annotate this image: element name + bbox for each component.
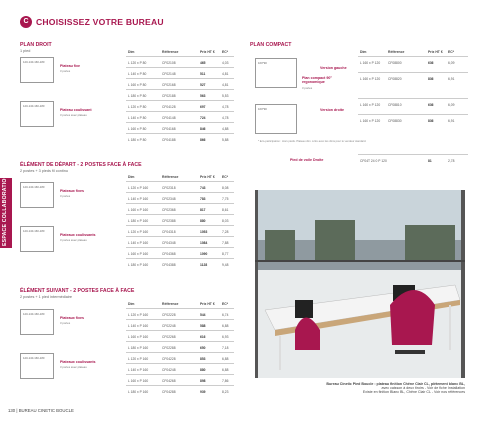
product-diagram [20,309,54,335]
product-description: 3 portes avec plateau [60,113,87,117]
price: 724 [200,116,206,120]
product-photo [255,190,465,378]
table-row [358,154,468,165]
reference: CF04168 [162,127,176,131]
dimension: L 140 x P 160 [128,368,149,372]
column-header: EC* [222,302,229,306]
dimension: L 120 x P 160 [128,313,149,317]
sidebar-label: ESPACE COLLABORATION [2,174,8,246]
eco-participation: 5,88 [222,138,229,142]
product-name: Version gauche [320,66,347,70]
price: 866 [200,138,206,142]
product-description: 3 portes [60,321,71,325]
reference: CF02288 [162,346,176,350]
table-row [126,181,234,192]
column-header: Référence [388,50,405,54]
product-name: Plateaux coulissants [60,233,96,237]
eco-participation: 8,61 [222,208,229,212]
table-row [126,247,234,258]
diagram-label: 120-140-160-180 [23,229,45,233]
eco-participation: 6,93 [222,335,229,339]
caption-line: avec caisson à deux tiroirs - Voir de fiche Installation [381,386,465,390]
eco-participation: 7,28 [222,230,229,234]
column-header: EC* [222,175,229,179]
column-header: Référence [162,175,179,179]
eco-participation: 8,77 [222,252,229,256]
price: 783 [200,197,206,201]
product-diagram [20,182,54,208]
table-row [126,330,234,341]
column-header: Prix HT € [428,50,443,54]
eco-participation: 8,03 [222,219,229,223]
product-diagram [255,104,297,134]
price: 636 [428,61,434,65]
reference: CF08800 [388,61,402,65]
product-name: Plateaux fixes [60,316,84,320]
column-header: Prix HT € [200,50,215,54]
table-row [126,214,234,225]
dimension: L 160 x P 80 [128,127,147,131]
column-header: EC* [448,50,455,54]
price: 1128 [200,263,208,267]
table-row [126,192,234,203]
section-subtitle: 1 pied [20,49,31,53]
column-header: Prix HT € [200,175,215,179]
sidebar-tab[interactable] [0,174,12,248]
eco-participation: 6,09 [448,61,455,65]
dimension: L 180 x P 160 [128,263,149,267]
dimension: L 180 x P 160 [128,390,149,394]
page-header [20,16,164,28]
reference: CF02348 [162,197,176,201]
dimension: L 180 x P 80 [128,94,147,98]
dimension: L 160 x P 80 [128,83,147,87]
caption-title: Bureau Cinetic Pied Boucle : plateau finition Chêne Clair CL, piètement blanc BL, [326,382,465,386]
price: 743 [200,186,206,190]
eco-participation: 6,88 [222,324,229,328]
price: 465 [200,61,206,65]
eco-participation: 4,81 [222,72,229,76]
price: 939 [200,390,206,394]
dimension: L 160 x P 160 [128,379,149,383]
table-row [126,56,234,67]
dimension: L 120 x P 80 [128,61,147,65]
reference: CF02388 [162,219,176,223]
table-row [126,89,234,100]
reference: CF04388 [162,263,176,267]
diagram-label: 120-140-160-180 [23,60,45,64]
price: 616 [200,335,206,339]
product-name: Plan compact 90° ergonomique [302,76,332,84]
footer-title: BUREAU CINETIC BOUCLE [18,408,74,413]
diagram-label: 120-140-160-180 [23,104,45,108]
dimension: L 140 x P 80 [128,72,147,76]
table-row [126,308,234,319]
price: 846 [200,127,206,131]
table-row [126,133,234,144]
product-name: Pied de voile Droite [290,158,324,162]
eco-participation: 6,09 [448,103,455,107]
reference: CF04268 [162,379,176,383]
dimension: L 160 x P 160 [128,252,149,256]
dimension: L 140 x P 160 [128,241,149,245]
reference: CF04248 [162,368,176,372]
dimension: L 180 x P 160 [128,346,149,350]
table-row [126,67,234,78]
page-title: CHOISISSEZ VOTRE BUREAU [36,17,164,27]
reference: CF04348 [162,241,176,245]
page-number: 130 [8,408,16,413]
reference: CF02108 [162,61,176,65]
table-row [126,341,234,352]
reference: CF04228 [162,357,176,361]
eco-participation: 6,88 [222,357,229,361]
dimension: L 140 x P 160 [128,324,149,328]
column-header: EC* [222,50,229,54]
column-header: Prix HT € [200,302,215,306]
eco-participation: 9,48 [222,263,229,267]
reference: CF02248 [162,324,176,328]
reference: CF02148 [162,72,176,76]
reference: CF02268 [162,335,176,339]
product-diagram [255,58,297,88]
reference: CF02188 [162,94,176,98]
eco-participation: 7,75 [222,197,229,201]
eco-participation: 4,03 [222,61,229,65]
eco-participation: 8,23 [222,390,229,394]
dimension: L 160 x P 120 [360,77,381,81]
product-diagram [20,101,54,127]
product-description: 3 portes [60,194,71,198]
price: 650 [200,346,206,350]
price: 853 [200,357,206,361]
section-subtitle: 2 postes + 1 pied intermédiaire [20,295,73,299]
product-name: Version droite [320,108,344,112]
price: 880 [200,219,206,223]
dimension: L 180 x P 160 [128,219,149,223]
price: 563 [200,94,206,98]
dimension: L 160 x P 120 [360,119,381,123]
product-description: 3 portes avec plateau [60,238,87,242]
reference: CF08830 [388,119,402,123]
table-row [126,111,234,122]
table-row [358,72,468,83]
dimension: L 140 x P 160 [128,197,149,201]
dimension: L 160 x P 120 [360,103,381,107]
table-row [126,122,234,133]
price: 511 [200,72,206,76]
section-title-plan-droit: PLAN DROIT [20,42,52,48]
reference: CF02318 [162,186,176,190]
price: 81 [428,159,432,163]
eco-participation: 7,88 [222,241,229,245]
table-row [358,98,468,109]
diagram-label: 120-140-160-180 [23,185,45,189]
price: 817 [200,208,206,212]
table-row [126,258,234,269]
price: 1053 [200,230,208,234]
photo-caption [255,382,465,394]
eco-participation: 2,78 [448,159,455,163]
column-header: Référence [162,302,179,306]
dimension: L 120 x P 160 [128,186,149,190]
price: 588 [200,324,206,328]
price: 527 [200,83,206,87]
table-row [126,203,234,214]
table-row [358,114,468,125]
column-header: Dim [360,50,367,54]
dimension: L 120 x P 160 [128,230,149,234]
price: 1090 [200,252,208,256]
table-row [126,78,234,89]
eco-participation: 6,88 [222,368,229,372]
reference: CF08810 [388,103,402,107]
diagram-label: 160*90 [258,107,267,111]
table-row [126,385,234,396]
eco-participation: 7,86 [222,379,229,383]
diagram-label: 120-140-160-180 [23,356,45,360]
header-icon: C [20,16,32,28]
product-diagram [20,353,54,379]
eco-participation: 6,91 [448,77,455,81]
caption-line: Existe en finition Blanc BL, Chêne Clair CL - Voir nos références [362,390,465,394]
column-header: Dim [128,50,135,54]
eco-participation: 8,08 [222,186,229,190]
table-row [126,100,234,111]
section-title-depart: ÉLÉMENT DE DÉPART - 2 POSTES FACE À FACE [20,162,142,168]
table-row [126,319,234,330]
section-subtitle: 2 postes + 3 pieds fil continu [20,169,69,173]
column-header: Dim [128,175,135,179]
eco-participation: 4,81 [222,83,229,87]
eco-participation: 5,53 [222,94,229,98]
product-description: 3 portes avec plateau [60,365,87,369]
eco-participation: 4,78 [222,116,229,120]
dimension: L 120 x P 160 [128,357,149,361]
product-diagram [20,226,54,252]
eco-participation: 6,74 [222,313,229,317]
price: 636 [428,103,434,107]
dimension: L 180 x P 80 [128,138,147,142]
reference: CF02168 [162,83,176,87]
product-description: 3 portes [302,86,313,90]
reference: CF04128 [162,105,176,109]
product-name: Plateau coulissant [60,108,92,112]
price: 880 [200,368,206,372]
product-diagram [20,57,54,83]
product-description: 3 portes [60,69,71,73]
eco-participation: 7,18 [222,346,229,350]
price: 697 [200,105,206,109]
price: 544 [200,313,206,317]
dimension: L 160 x P 160 [128,208,149,212]
reference: CF04188 [162,138,176,142]
footnote: * Eco-participation : Hors pieds. Plateau dim. à lire avec les dims pour le vendeur standard. [258,140,367,143]
sidebar [0,0,12,427]
eco-participation: 4,78 [222,105,229,109]
price: 836 [428,77,434,81]
reference: CF02368 [162,208,176,212]
table-row [358,56,468,67]
column-header: Référence [162,50,179,54]
dimension: L 160 x P 120 [360,61,381,65]
price: 836 [428,119,434,123]
table-row [126,374,234,385]
section-title-suivant: ÉLÉMENT SUIVANT - 2 POSTES FACE À FACE [20,288,135,294]
diagram-label: 160*90 [258,61,267,65]
diagram-label: 120-140-160-180 [23,312,45,316]
reference: CF04368 [162,252,176,256]
dimension: L 120 x P 80 [128,105,147,109]
product-name: Plateaux coulissants [60,360,96,364]
product-name: Plateaux fixes [60,189,84,193]
reference: CF04318 [162,230,176,234]
eco-participation: 6,91 [448,119,455,123]
price: 898 [200,379,206,383]
dimension: L 160 x P 160 [128,335,149,339]
reference: CF04148 [162,116,176,120]
footer: 130 | BUREAU CINETIC BOUCLE [8,408,74,413]
reference: CF02228 [162,313,176,317]
price: 1084 [200,241,208,245]
column-header: Dim [128,302,135,306]
reference: CF04288 [162,390,176,394]
reference: CF08820 [388,77,402,81]
table-row [126,236,234,247]
table-row [126,352,234,363]
eco-participation: 4,88 [222,127,229,131]
table-row [126,225,234,236]
product-name: Plateau fixe [60,64,80,68]
dimension: CF04T 24 0 P 120 [360,159,387,163]
section-title-plan-compact: PLAN COMPACT [250,42,292,48]
dimension: L 140 x P 80 [128,116,147,120]
table-row [126,363,234,374]
